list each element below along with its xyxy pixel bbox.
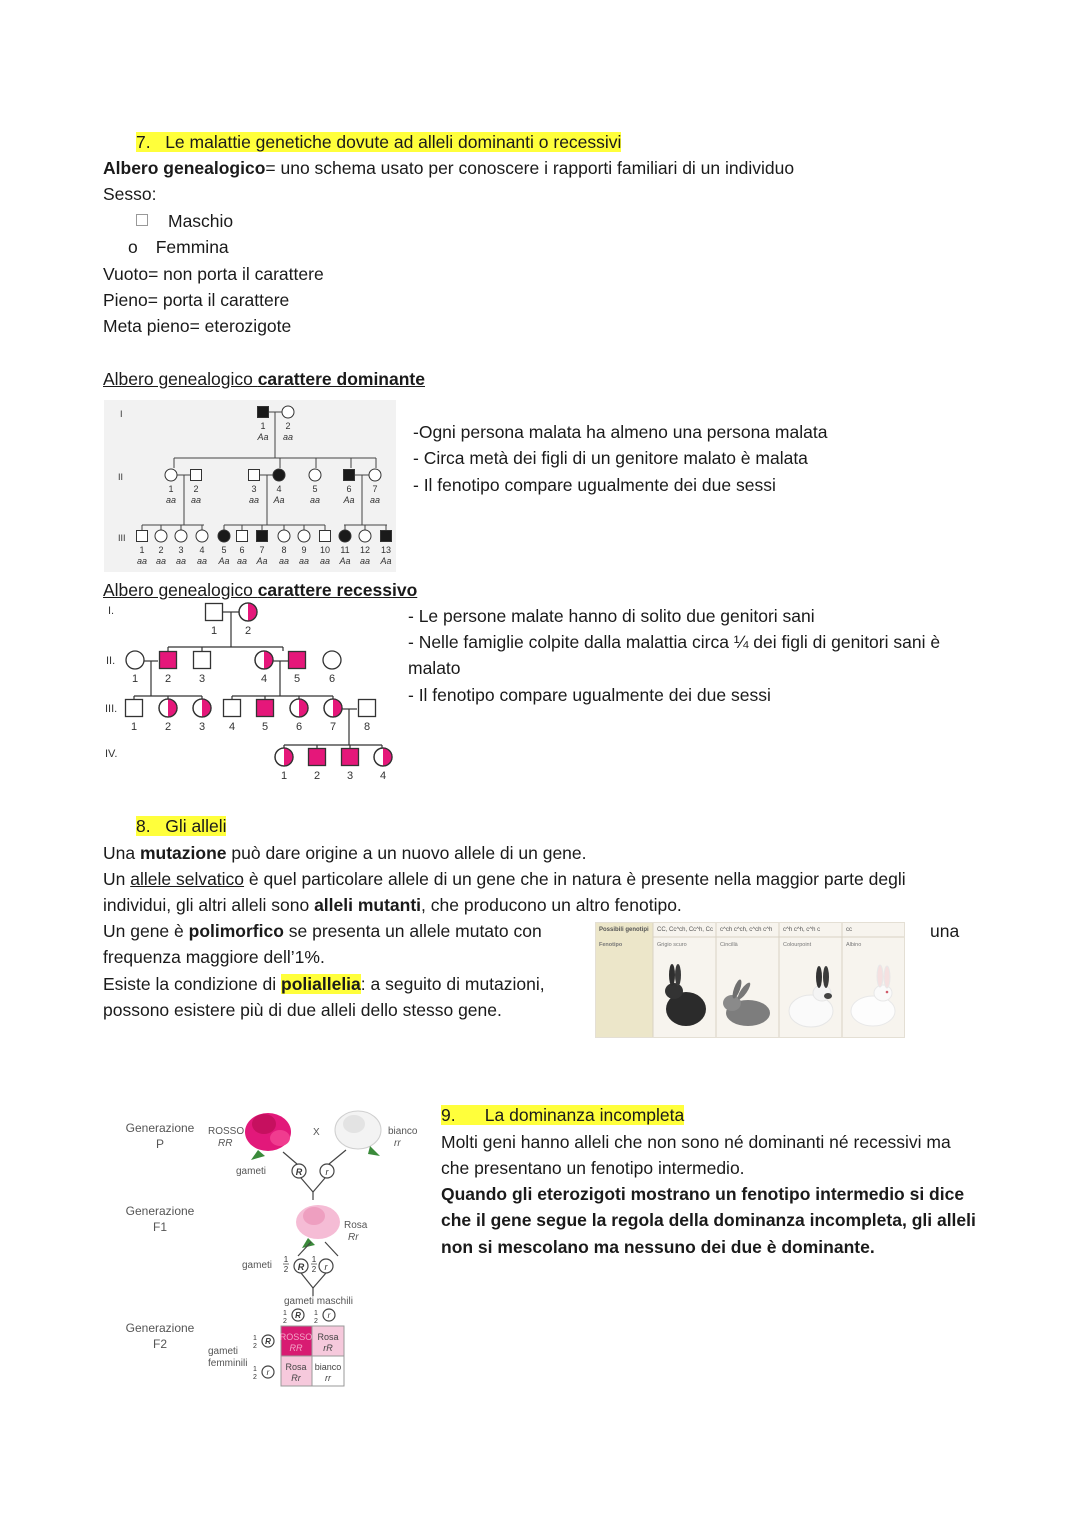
section7-heading: 7. Le malattie genetiche dovute ad alleli dominanti o recessivi (136, 132, 622, 152)
individual-number: 1 (131, 673, 139, 685)
individual-number: 1 (210, 625, 218, 637)
individual-number: 3 (346, 770, 354, 782)
male-symbol (160, 652, 177, 669)
gen-f1-letter: F1 (152, 1220, 168, 1234)
section8-line-7: possono esistere più di due alleli dello stesso gene. (103, 1000, 502, 1020)
meta-line: Meta pieno= eterozigote (103, 316, 292, 336)
gen-p-label: Generazione (125, 1121, 195, 1135)
half-num: 1 (253, 1335, 257, 1342)
individual-number: 7 (329, 721, 337, 733)
male-symbol (194, 652, 211, 669)
female-symbol (323, 651, 341, 669)
gamete-r-f1: r (324, 1262, 328, 1272)
individual-number: 7 (259, 545, 265, 555)
female-gamete-r: r (266, 1368, 270, 1377)
individual-number: 4 (260, 673, 268, 685)
punnett-cell-geno: Rr (291, 1373, 301, 1383)
individual-number: 1 (280, 770, 288, 782)
incomplete-dominance-diagram (118, 1100, 428, 1395)
male-symbol (257, 531, 268, 542)
individual-number: 6 (295, 721, 303, 733)
genotype-label: aa (190, 495, 202, 505)
bianco-label: bianco (388, 1126, 418, 1137)
individual-number: 9 (301, 545, 307, 555)
genotype-label: Aa (339, 556, 351, 566)
genotype-label: Aa (273, 495, 285, 505)
gameti-femminili-label-2: femminili (208, 1358, 248, 1369)
section8-line-3: individui, gli altri alleli sono alleli mutanti, che producono un altro fenotipo. (103, 895, 682, 915)
gameti-maschili-label: gameti maschili (284, 1296, 353, 1307)
gen-label-III: III (118, 533, 126, 543)
individual-number: 2 (158, 545, 164, 555)
genotype-label: aa (236, 556, 248, 566)
gen-f1-label: Generazione (125, 1204, 195, 1218)
carrier-half-fill (168, 699, 177, 717)
male-symbol (257, 700, 274, 717)
individual-number: 7 (372, 484, 378, 494)
genotype-label: aa (282, 432, 294, 442)
individual-number: 5 (293, 673, 301, 685)
individual-number: 10 (319, 545, 331, 555)
individual-number: 8 (363, 721, 371, 733)
dominant-bullet-1: -Ogni persona malata ha almeno una persona malata (413, 422, 828, 442)
individual-number: 8 (281, 545, 287, 555)
carrier-half-fill (284, 748, 293, 766)
half-den: 2 (253, 1374, 257, 1381)
individual-number: 3 (198, 673, 206, 685)
punnett-cell-geno: RR (289, 1343, 303, 1353)
table-fenotipo-label: Fenotipo (599, 942, 623, 948)
femmina-item: o Femmina (128, 237, 229, 257)
sesso-label: Sesso: (103, 184, 157, 204)
genotype-label: Aa (343, 495, 355, 505)
half-den: 2 (283, 1318, 287, 1325)
carrier-half-fill (202, 699, 211, 717)
gamete-R-f1: R (297, 1262, 305, 1272)
male-symbol (126, 700, 143, 717)
male-symbol (224, 700, 241, 717)
genotype-label: aa (248, 495, 260, 505)
rosso-label: ROSSO (208, 1126, 245, 1137)
albero-definition: Albero genealogico= uno schema usato per conoscere i rapporti familiari di un individuo (103, 158, 795, 178)
maschio-item: Maschio (136, 208, 233, 234)
gen-f2-label: Generazione (125, 1321, 195, 1335)
carrier-half-fill (299, 699, 308, 717)
genotype-cell: cc (846, 927, 852, 933)
male-symbol (342, 749, 359, 766)
individual-number: 12 (359, 545, 371, 555)
phenotype-cell: Colourpoint (783, 942, 812, 948)
male-symbol (137, 531, 148, 542)
individual-number: 6 (328, 673, 336, 685)
gamete-r-p: r (325, 1167, 329, 1177)
half-num: 1 (283, 1310, 287, 1317)
half-den: 2 (314, 1318, 318, 1325)
genotype-label: aa (175, 556, 187, 566)
punnett-cell-geno: rr (325, 1373, 331, 1383)
section9-bold-1: Quando gli eterozigoti mostrano un fenotipo intermedio si dice (441, 1184, 965, 1204)
section9-line-1: Molti geni hanno alleli che non sono né dominanti né recessivi ma (441, 1132, 951, 1152)
gameti-femminili-label: gameti (208, 1346, 239, 1357)
bianco-genotype: rr (394, 1138, 401, 1149)
male-symbol (206, 604, 223, 621)
male-symbol (249, 470, 260, 481)
gen-label-II: II. (106, 655, 116, 667)
gen-label-I: I (120, 409, 123, 419)
recessive-pedigree-chart (104, 598, 398, 784)
half-num: 1 (311, 1255, 317, 1264)
punnett-cell-geno: rR (323, 1343, 333, 1353)
female-symbol (165, 469, 177, 481)
section8-line-4-end: una (930, 921, 960, 941)
individual-number: 2 (164, 721, 172, 733)
genotype-label: aa (298, 556, 310, 566)
pink-rose-image (296, 1205, 340, 1248)
individual-number: 13 (380, 545, 392, 555)
half-den: 2 (311, 1265, 317, 1274)
rosa-genotype-f1: Rr (348, 1232, 359, 1243)
male-symbol (191, 470, 202, 481)
pieno-line: Pieno= porta il carattere (103, 290, 290, 310)
recessive-tree-title: Albero genealogico carattere recessivo (103, 580, 418, 600)
half-num: 1 (283, 1255, 289, 1264)
dominant-tree-title: Albero genealogico carattere dominante (103, 369, 425, 389)
male-symbol (359, 700, 376, 717)
recessive-bullet-2: - Nelle famiglie colpite dalla malattia circa ¼ dei figli di genitori sani è (408, 632, 941, 652)
genotype-label: aa (369, 495, 381, 505)
section8-heading: 8. Gli alleli (136, 816, 227, 836)
genotype-label: aa (359, 556, 371, 566)
individual-number: 1 (260, 421, 266, 431)
gen-label-IV: IV. (105, 748, 118, 760)
punnett-cell-label: Rosa (285, 1362, 307, 1372)
genotype-label: Aa (218, 556, 230, 566)
genotype-label: aa (309, 495, 321, 505)
male-symbol (320, 531, 331, 542)
section8-line-6: Esiste la condizione di poliallelia: a seguito di mutazioni, (103, 974, 545, 994)
female-symbol (339, 530, 351, 542)
female-symbol (218, 530, 230, 542)
female-symbol (298, 530, 310, 542)
male-symbol (237, 531, 248, 542)
dominant-pedigree-chart (104, 400, 396, 572)
rabbit-colourpoint-image (789, 966, 833, 1027)
half-num: 1 (314, 1310, 318, 1317)
male-symbol (344, 470, 355, 481)
individual-number: 5 (312, 484, 318, 494)
individual-number: 4 (379, 770, 387, 782)
circle-bullet-icon: o (128, 237, 138, 257)
genotype-cell: CC, Cc^ch, Cc^h, Cc (657, 927, 713, 933)
gen-label-I: I. (108, 605, 115, 617)
gameti-label-p: gameti (236, 1166, 267, 1177)
section9-bold-2: che il gene segue la regola della dominanza incompleta, gli alleli (441, 1210, 976, 1230)
female-symbol (155, 530, 167, 542)
female-gamete-R: R (265, 1337, 271, 1346)
individual-number: 6 (239, 545, 245, 555)
individual-number: 4 (199, 545, 205, 555)
half-den: 2 (283, 1265, 289, 1274)
gen-label-III: III. (105, 703, 118, 715)
section9-bold-3: non si mescolano ma nessuno dei due è dominante. (441, 1237, 875, 1257)
male-gamete-r: r (327, 1311, 331, 1320)
recessive-bullet-1: - Le persone malate hanno di solito due genitori sani (408, 606, 815, 626)
carrier-half-fill (383, 748, 392, 766)
female-symbol (359, 530, 371, 542)
genotype-label: Aa (256, 556, 268, 566)
recessive-bullet-3: - Il fenotipo compare ugualmente dei due sessi (408, 685, 771, 705)
male-symbol (381, 531, 392, 542)
phenotype-cell: Cincillà (720, 942, 738, 948)
gen-label-II: II (118, 472, 124, 482)
table-header-label: Possibili genotipi (599, 927, 649, 933)
female-symbol (126, 651, 144, 669)
gen-f2-letter: F2 (152, 1337, 168, 1351)
punnett-cell-label: Rosa (317, 1332, 339, 1342)
rabbit-phenotype-table (595, 922, 905, 1038)
section8-line-4: Un gene è polimorfico se presenta un allele mutato con (103, 921, 542, 941)
genotype-label: Aa (380, 556, 392, 566)
individual-number: 2 (285, 421, 291, 431)
genotype-label: aa (136, 556, 148, 566)
individual-number: 3 (198, 721, 206, 733)
individual-number: 4 (276, 484, 282, 494)
individual-number: 3 (251, 484, 257, 494)
male-symbol (289, 652, 306, 669)
female-symbol (196, 530, 208, 542)
female-symbol (282, 406, 294, 418)
female-symbol (278, 530, 290, 542)
individual-number: 11 (340, 545, 350, 555)
genotype-label: Aa (257, 432, 269, 442)
square-bullet-icon (136, 214, 148, 226)
gen-p-letter: P (155, 1137, 165, 1151)
female-symbol (273, 469, 285, 481)
female-symbol (309, 469, 321, 481)
carrier-half-fill (248, 603, 257, 621)
individual-number: 1 (168, 484, 174, 494)
individual-number: 2 (244, 625, 252, 637)
punnett-cell-label: bianco (314, 1362, 342, 1372)
genotype-label: aa (155, 556, 167, 566)
section9-heading: 9. La dominanza incompleta (441, 1105, 685, 1125)
section8-line-5: frequenza maggiore dell’1%. (103, 947, 325, 967)
section8-line-1: Una mutazione può dare origine a un nuovo allele di un gene. (103, 843, 587, 863)
half-den: 2 (253, 1343, 257, 1350)
individual-number: 5 (221, 545, 227, 555)
genotype-label: aa (196, 556, 208, 566)
individual-number: 1 (139, 545, 145, 555)
dominant-bullet-3: - Il fenotipo compare ugualmente dei due sessi (413, 475, 776, 495)
individual-number: 6 (346, 484, 352, 494)
individual-number: 5 (261, 721, 269, 733)
individual-number: 3 (178, 545, 184, 555)
genotype-cell: c^ch c^ch, c^ch c^h (720, 927, 773, 933)
white-rose-image (335, 1111, 381, 1156)
individual-number: 2 (193, 484, 199, 494)
dominant-bullet-2: - Circa metà dei figli di un genitore malato è malata (413, 448, 808, 468)
male-symbol (309, 749, 326, 766)
male-gamete-R: R (295, 1311, 301, 1320)
genotype-label: aa (278, 556, 290, 566)
gameti-label-f1: gameti (242, 1260, 273, 1271)
phenotype-cell: Grigio scuro (657, 942, 687, 948)
genotype-label: aa (165, 495, 177, 505)
male-symbol (258, 407, 269, 418)
individual-number: 1 (130, 721, 138, 733)
genotype-label: aa (319, 556, 331, 566)
individual-number: 2 (164, 673, 172, 685)
rabbit-chinchilla-image (723, 979, 770, 1026)
gamete-R-p: R (295, 1167, 303, 1177)
female-symbol (369, 469, 381, 481)
genotype-cell: c^h c^h, c^h c (783, 927, 821, 933)
phenotype-cell: Albino (846, 942, 862, 948)
carrier-half-fill (333, 699, 342, 717)
rosso-genotype: RR (218, 1138, 233, 1149)
rabbit-albino-image (851, 965, 895, 1026)
female-symbol (175, 530, 187, 542)
section8-line-2: Un allele selvatico è quel particolare allele di un gene che in natura è presente nella maggior parte degli (103, 869, 906, 889)
cross-symbol: X (313, 1127, 320, 1138)
rosa-label-f1: Rosa (344, 1220, 368, 1231)
carrier-half-fill (264, 651, 273, 669)
section9-line-2: che presentano un fenotipo intermedio. (441, 1158, 745, 1178)
recessive-bullet-2-cont: malato (408, 658, 461, 678)
individual-number: 2 (313, 770, 321, 782)
rabbit-dark-grey-image (665, 964, 706, 1026)
punnett-cell-label: ROSSO (279, 1332, 313, 1342)
vuoto-line: Vuoto= non porta il carattere (103, 264, 324, 284)
half-num: 1 (253, 1366, 257, 1373)
individual-number: 4 (228, 721, 236, 733)
